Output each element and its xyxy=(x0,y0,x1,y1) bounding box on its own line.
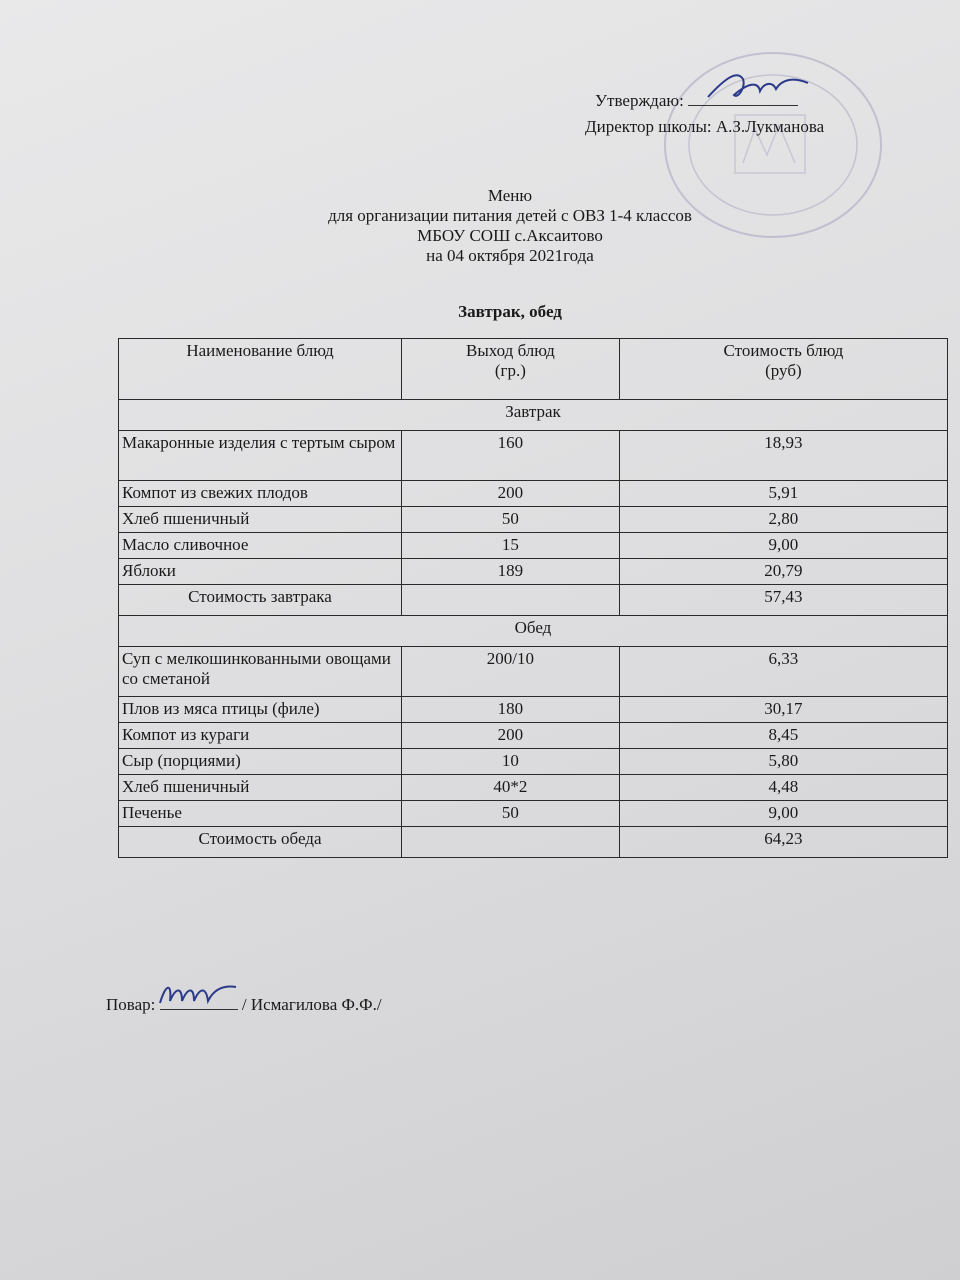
document-title xyxy=(180,186,840,266)
title-line-1: Меню xyxy=(487,186,533,205)
dish-cost: 9,00 xyxy=(619,801,947,827)
dish-name: Макаронные изделия с тертым сыром xyxy=(119,431,402,481)
dish-weight: 200 xyxy=(402,481,620,507)
header-weight-line2: (гр.) xyxy=(494,361,526,380)
section-row-breakfast xyxy=(119,400,948,431)
dish-weight: 160 xyxy=(402,431,620,481)
approval-block xyxy=(585,88,824,140)
dish-weight: 10 xyxy=(402,749,620,775)
table-row xyxy=(119,559,948,585)
section-title: Обед xyxy=(119,616,948,647)
dish-weight: 50 xyxy=(402,507,620,533)
table-row xyxy=(119,723,948,749)
total-value: 57,43 xyxy=(619,585,947,616)
cook-signature-line xyxy=(160,995,238,1010)
table-row xyxy=(119,533,948,559)
header-dish-name: Наименование блюд xyxy=(119,339,402,400)
signature-director-icon xyxy=(698,69,818,105)
cook-label: Повар: xyxy=(106,995,156,1014)
header-cost-line1: Стоимость блюд xyxy=(723,341,844,360)
total-value: 64,23 xyxy=(619,827,947,858)
dish-name: Компот из свежих плодов xyxy=(119,481,402,507)
dish-name: Сыр (порциями) xyxy=(119,749,402,775)
dish-cost: 5,91 xyxy=(619,481,947,507)
total-empty-cell xyxy=(402,585,620,616)
total-row-lunch xyxy=(119,827,948,858)
meal-heading: Завтрак, обед xyxy=(458,302,562,321)
dish-weight: 15 xyxy=(402,533,620,559)
cook-signature-block xyxy=(106,995,382,1015)
signature-cook-icon xyxy=(154,979,240,1009)
table-row xyxy=(119,697,948,723)
table-row xyxy=(119,749,948,775)
title-line-3: МБОУ СОШ с.Аксаитово xyxy=(417,226,603,245)
dish-cost: 8,45 xyxy=(619,723,947,749)
header-weight xyxy=(402,339,620,400)
header-weight-line1: Выход блюд xyxy=(466,341,555,360)
section-title: Завтрак xyxy=(119,400,948,431)
dish-weight: 200/10 xyxy=(402,647,620,697)
total-label: Стоимость завтрака xyxy=(119,585,402,616)
dish-name: Яблоки xyxy=(119,559,402,585)
approval-label: Утверждаю: xyxy=(595,91,684,110)
director-signature-line xyxy=(688,91,798,106)
table-row xyxy=(119,647,948,697)
dish-cost: 18,93 xyxy=(619,431,947,481)
menu-table xyxy=(118,338,948,858)
dish-weight: 200 xyxy=(402,723,620,749)
dish-cost: 20,79 xyxy=(619,559,947,585)
header-cost-line2: (руб) xyxy=(765,361,802,380)
total-row-breakfast xyxy=(119,585,948,616)
dish-name: Компот из кураги xyxy=(119,723,402,749)
table-row xyxy=(119,431,948,481)
dish-cost: 4,48 xyxy=(619,775,947,801)
dish-name: Плов из мяса птицы (филе) xyxy=(119,697,402,723)
dish-name: Печенье xyxy=(119,801,402,827)
dish-name: Хлеб пшеничный xyxy=(119,507,402,533)
dish-weight: 40*2 xyxy=(402,775,620,801)
title-line-2: для организации питания детей с ОВЗ 1-4 классов xyxy=(328,206,692,225)
cook-name: / Исмагилова Ф.Ф./ xyxy=(241,995,382,1014)
dish-cost: 6,33 xyxy=(619,647,947,697)
table-row xyxy=(119,507,948,533)
dish-weight: 50 xyxy=(402,801,620,827)
table-header-row xyxy=(119,339,948,400)
header-cost xyxy=(619,339,947,400)
title-line-4: на 04 октября 2021года xyxy=(426,246,594,265)
dish-cost: 30,17 xyxy=(619,697,947,723)
table-row xyxy=(119,481,948,507)
dish-cost: 5,80 xyxy=(619,749,947,775)
section-row-lunch xyxy=(119,616,948,647)
total-empty-cell xyxy=(402,827,620,858)
table-row xyxy=(119,801,948,827)
dish-cost: 2,80 xyxy=(619,507,947,533)
dish-name: Хлеб пшеничный xyxy=(119,775,402,801)
dish-name: Суп с мелкошинкованными овощами со сметаной xyxy=(119,647,402,697)
dish-cost: 9,00 xyxy=(619,533,947,559)
director-title: Директор школы: А.З.Лукманова xyxy=(585,117,825,136)
dish-weight: 180 xyxy=(402,697,620,723)
table-row xyxy=(119,775,948,801)
dish-name: Масло сливочное xyxy=(119,533,402,559)
total-label: Стоимость обеда xyxy=(119,827,402,858)
dish-weight: 189 xyxy=(402,559,620,585)
